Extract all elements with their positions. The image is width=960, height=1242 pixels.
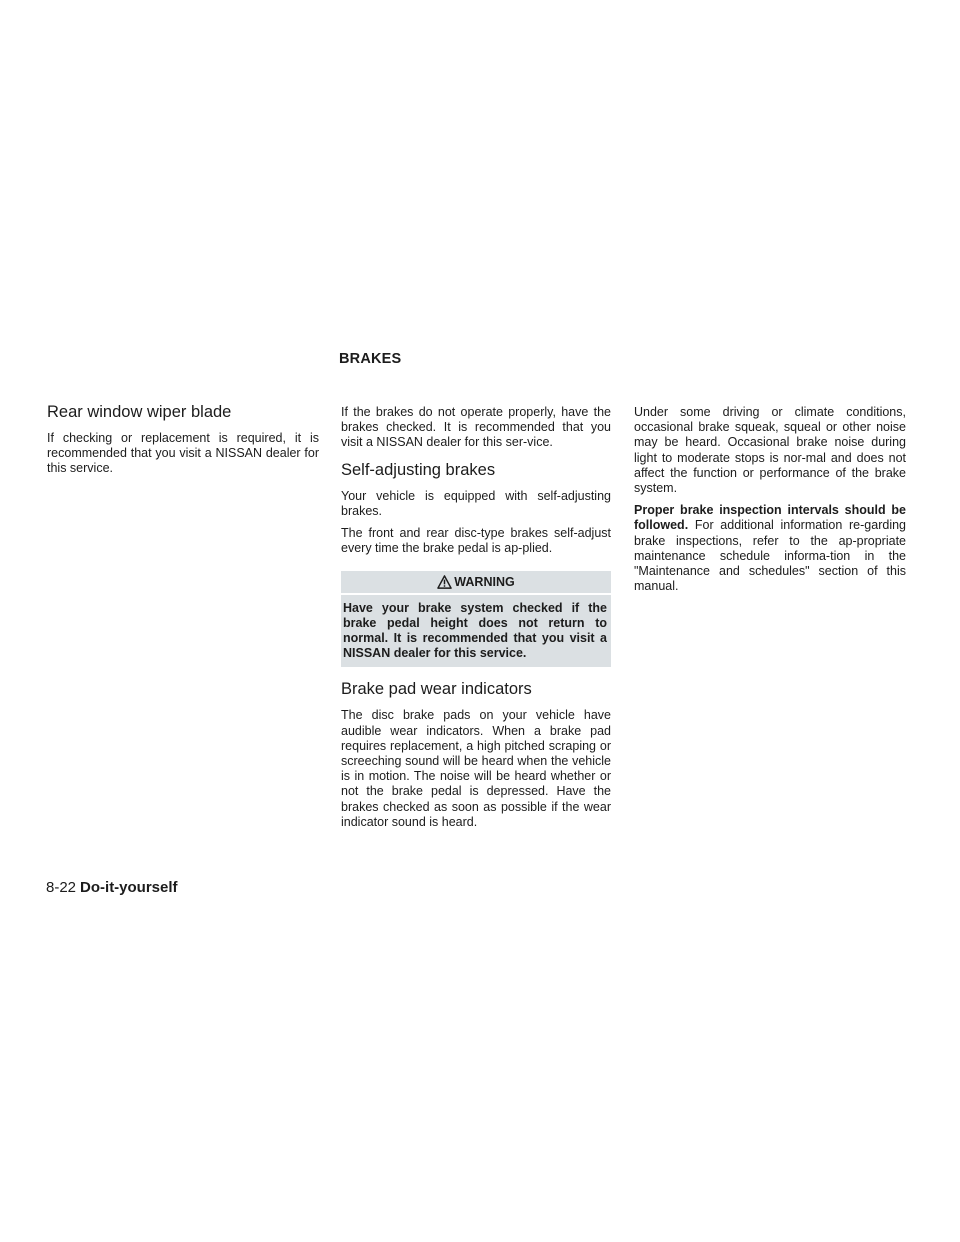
warning-triangle-icon (437, 575, 452, 589)
brake-pad-paragraph: The disc brake pads on your vehicle have audible wear indicators. When a brake pad requires replacement, a high pitched scraping or screeching sound will be heard when the vehicle is in motion. The noise will be heard whether or not the brake pedal is depressed. Have the brakes checked as soon as possible if the wear indicator sound is heard. (341, 708, 611, 829)
heading-rear-wiper: Rear window wiper blade (47, 403, 232, 421)
inspection-rest: For additional information re-garding brake inspections, refer to the ap-propriate maintenance schedule informa-tion in the "Maintenance and schedules" section of this manual. (634, 518, 906, 594)
column-middle (341, 405, 611, 837)
column-right (634, 405, 906, 601)
page-number: 8-22 (46, 879, 77, 896)
brakes-intro-paragraph: If the brakes do not operate properly, have the brakes checked. It is recommended that you visit a NISSAN dealer for this ser-vice. (341, 405, 611, 450)
self-adjusting-paragraph-1: Your vehicle is equipped with self-adjusting brakes. (341, 488, 611, 518)
column-left (47, 402, 319, 484)
rear-wiper-paragraph: If checking or replacement is required, it is recommended that you visit a NISSAN dealer for this service. (47, 431, 319, 476)
warning-header (341, 571, 611, 595)
warning-text: Have your brake system checked if the brake pedal height does not return to normal. It is recommended that you visit a NISSAN dealer for this service. (343, 601, 607, 661)
brake-noise-paragraph: Under some driving or climate conditions, occasional brake squeak, squeal or other noise may be heard. Occasional brake noise during light to moderate stops is nor-mal and does not affect the function or performance of the brake system. (634, 405, 906, 496)
page-footer (46, 879, 178, 896)
warning-box (341, 571, 611, 667)
warning-label: WARNING (454, 575, 515, 590)
heading-brake-pad: Brake pad wear indicators (341, 680, 532, 699)
inspection-lead: Proper brake inspection intervals should be followed. (634, 503, 906, 533)
heading-self-adjusting: Self-adjusting brakes (341, 460, 496, 479)
section-title: BRAKES (339, 351, 402, 367)
inspection-paragraph (634, 503, 906, 594)
chapter-title: Do-it-yourself (80, 879, 178, 896)
self-adjusting-paragraph-2: The front and rear disc-type brakes self-adjust every time the brake pedal is ap-plied. (341, 526, 611, 556)
